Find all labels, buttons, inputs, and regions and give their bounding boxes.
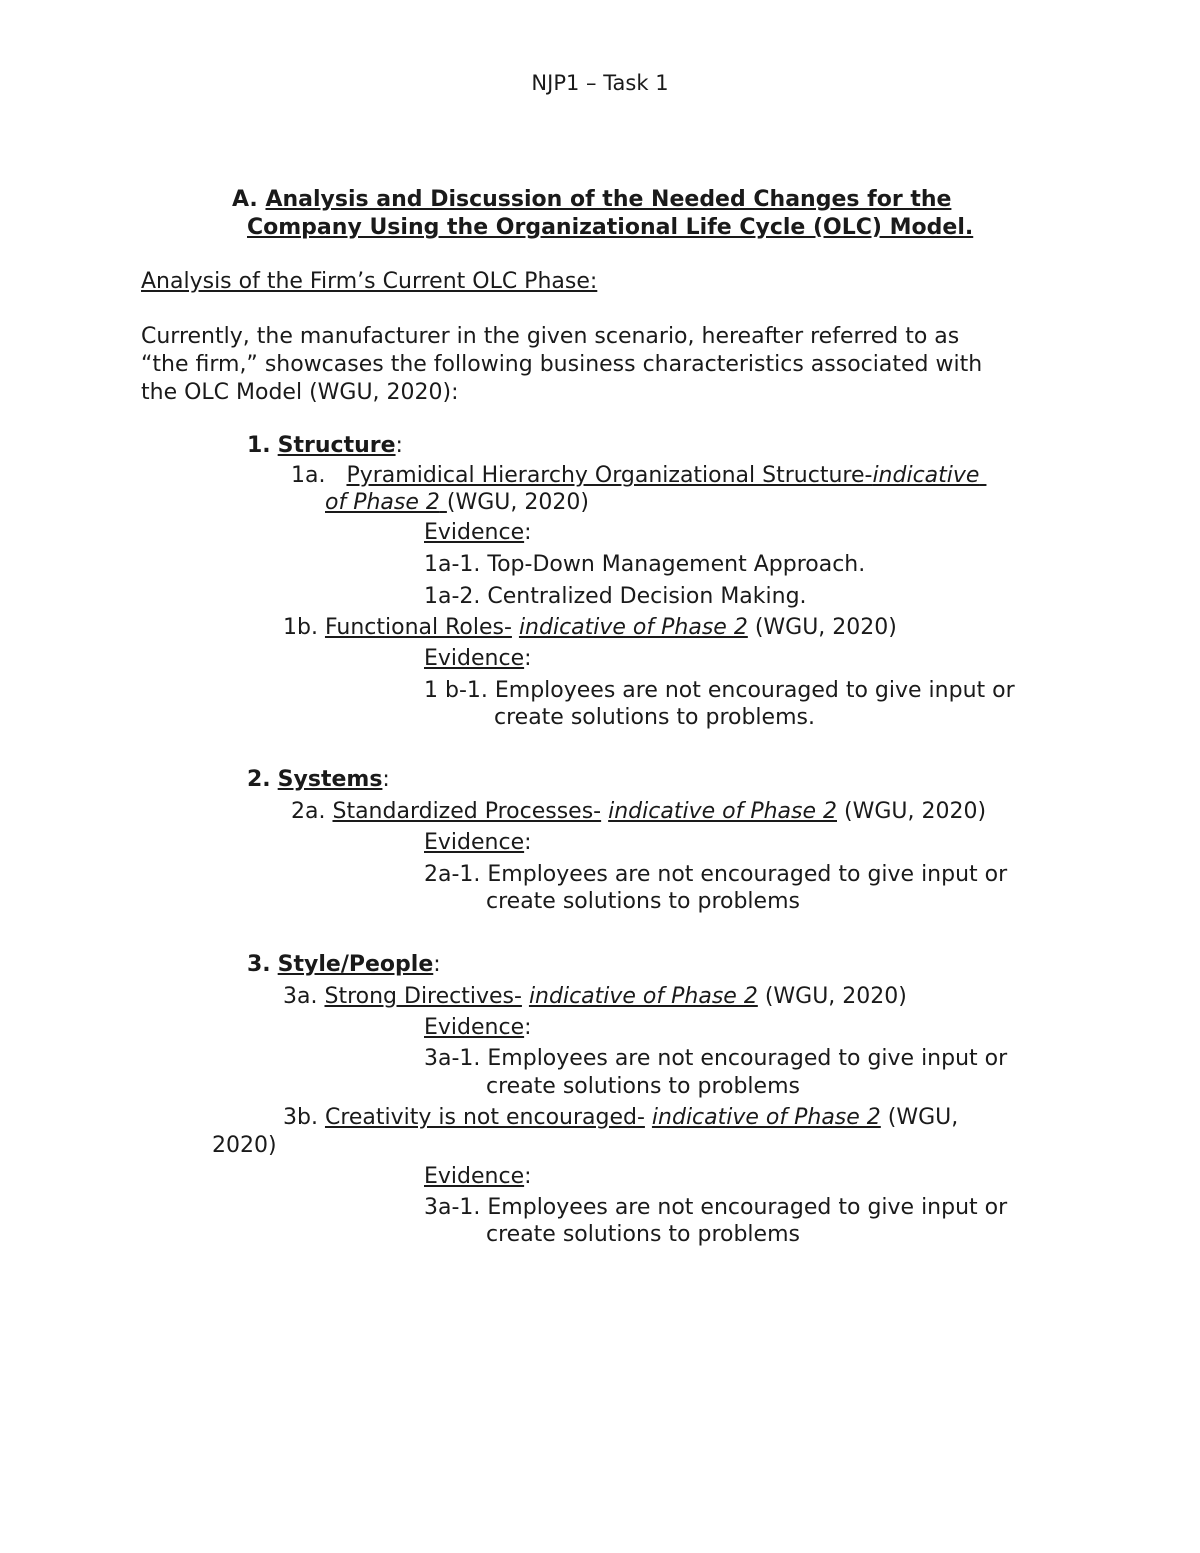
item-1a-evidence-2: 1a-2. Centralized Decision Making. [424,584,807,609]
item-3a-evidence-1-line1: 3a-1. Employees are not encouraged to give input or [424,1046,1008,1071]
item-1a-citation: (WGU, 2020) [446,490,589,515]
section-letter: A. [232,187,258,212]
item-2a-evidence-1-line1: 2a-1. Employees are not encouraged to give input or [424,862,1008,887]
item-2a-line1 [291,798,986,826]
item-1b-citation: (WGU, 2020) [754,615,897,640]
item-2-heading [247,766,390,794]
item-3b-evidence-1-line1: 3a-1. Employees are not encouraged to give input or [424,1195,1008,1220]
item-3a-line1 [283,983,907,1011]
item-3b-citation: (WGU, [887,1105,959,1130]
item-1a-line1 [291,462,986,490]
item-1-number: 1. [247,433,271,458]
intro-line-2: “the firm,” showcases the following business characteristics associated with [141,352,983,377]
item-3b-line1 [283,1104,958,1132]
item-3-number: 3. [247,952,271,977]
page-header [0,69,1200,97]
item-1b-text: Functional Roles- [324,615,512,640]
item-1b-evidence-1-line2: create solutions to problems. [494,705,815,730]
item-2-title: Systems [277,767,383,792]
item-3b-evidence-label: Evidence: [424,1164,532,1189]
item-2-number: 2. [247,767,271,792]
item-1a-italic-2: of Phase 2 [325,490,440,515]
item-3b-evidence-1-line2: create solutions to problems [486,1222,800,1247]
item-3-title: Style/People [277,952,434,977]
item-3a-citation: (WGU, 2020) [764,984,907,1009]
section-title-text-1: Analysis and Discussion of the Needed Changes for the [265,187,952,212]
item-1b-line1 [283,614,897,642]
item-1a-line2 [325,489,589,517]
item-1b-evidence-label: Evidence: [424,646,532,671]
item-3a-text: Strong Directives- [324,984,522,1009]
item-2a-evidence-1-line2: create solutions to problems [486,889,800,914]
item-3-colon: : [433,952,441,977]
item-3b-italic: indicative of Phase 2 [651,1105,881,1130]
item-1a-label: 1a. [291,463,326,488]
item-2a-label: 2a. [291,799,326,824]
item-1b-label: 1b. [283,615,318,640]
item-3a-italic: indicative of Phase 2 [528,984,758,1009]
item-3b-line2: 2020) [212,1133,277,1158]
subheading: Analysis of the Firm’s Current OLC Phase: [141,269,598,294]
section-title-line2: Company Using the Organizational Life Cycle (OLC) Model. [247,215,974,240]
intro-line-3: the OLC Model (WGU, 2020): [141,380,459,405]
item-1b-evidence-1-line1: 1 b-1. Employees are not encouraged to give input or [424,678,1015,703]
item-3b-label: 3b. [283,1105,318,1130]
item-3a-label: 3a. [283,984,318,1009]
item-1a-evidence-1: 1a-1. Top-Down Management Approach. [424,552,866,577]
item-2a-text: Standardized Processes- [332,799,602,824]
item-2-colon: : [382,767,390,792]
item-2a-evidence-label: Evidence: [424,830,532,855]
item-2a-italic: indicative of Phase 2 [608,799,837,824]
item-1-colon: : [395,433,403,458]
item-1a-evidence-label: Evidence: [424,520,532,545]
header-text: NJP1 – Task 1 [531,71,669,95]
item-3a-evidence-1-line2: create solutions to problems [486,1074,800,1099]
section-title-line1 [232,186,951,214]
item-2a-citation: (WGU, 2020) [844,799,987,824]
item-1b-italic: indicative of Phase 2 [518,615,748,640]
item-1a-text: Pyramidical Hierarchy Organizational Structure- [346,463,873,488]
item-3-heading [247,951,441,979]
item-1a-italic-1: indicative [872,463,980,488]
intro-line-1: Currently, the manufacturer in the given scenario, hereafter referred to as [141,324,960,349]
item-1-title: Structure [277,433,396,458]
item-3b-text: Creativity is not encouraged- [324,1105,645,1130]
item-3a-evidence-label: Evidence: [424,1015,532,1040]
item-1-heading [247,432,403,460]
